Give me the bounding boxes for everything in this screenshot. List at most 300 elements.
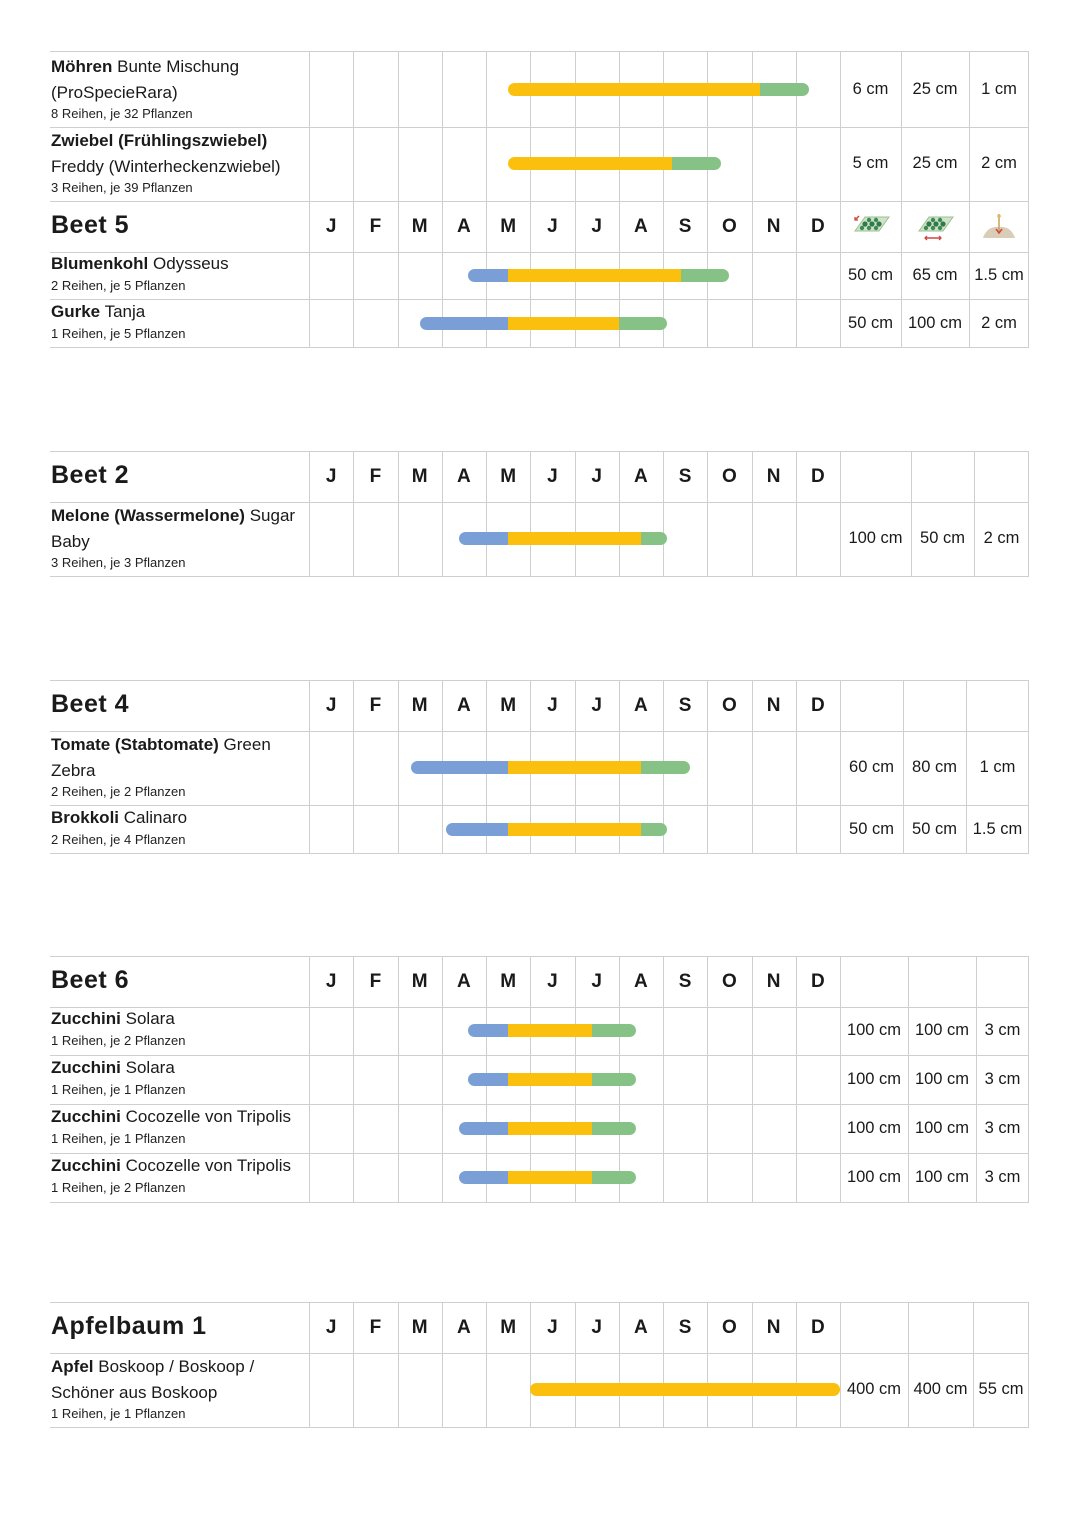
plant-count: 1 Reihen, je 2 Pflanzen: [51, 1033, 186, 1048]
plant-count: 8 Reihen, je 32 Pflanzen: [51, 106, 193, 121]
month-label: O: [721, 971, 737, 992]
month-cell: [398, 1352, 442, 1427]
plant-spacing-value: 100 cm: [914, 1119, 970, 1137]
month-cell: [398, 1055, 442, 1104]
month-label: J: [547, 1317, 558, 1338]
month-cell: [353, 1104, 397, 1153]
plant-variety: Cocozelle von Tripolis: [125, 1156, 291, 1175]
row-spacing-value: 50 cm: [848, 265, 893, 284]
month-cell: [796, 501, 840, 576]
month-cell: [309, 1153, 353, 1202]
month-cell: [663, 805, 707, 853]
value-cell: [908, 1303, 973, 1353]
month-cell: [309, 1055, 353, 1104]
month-cell: [752, 1006, 796, 1055]
plant-row: [50, 730, 1029, 806]
row-spacing-value: 100 cm: [846, 1168, 902, 1186]
month-label: J: [591, 1317, 602, 1338]
month-label: M: [411, 216, 428, 237]
month-label: J: [591, 695, 602, 716]
plant-name: [51, 299, 309, 325]
bed-title: Beet 5: [51, 211, 130, 239]
month-cell: [707, 299, 751, 347]
month-label: D: [811, 695, 825, 716]
growing-segment: [508, 532, 641, 545]
plant-variety: Boskoop / Boskoop /: [98, 1357, 255, 1376]
month-cell: [796, 1153, 840, 1202]
harvest-segment: [592, 1171, 636, 1184]
month-cell: [353, 805, 397, 853]
month-cell: [353, 1153, 397, 1202]
plant-species: Zwiebel (Frühlingszwiebel): [51, 131, 268, 150]
month-cell: [309, 52, 353, 127]
month-cell: [796, 730, 840, 805]
growing-segment: [508, 1171, 592, 1184]
bed-header-row: [50, 201, 1029, 253]
month-label: O: [721, 1317, 737, 1338]
plant-count: 1 Reihen, je 1 Pflanzen: [51, 1131, 186, 1146]
month-label: O: [721, 216, 737, 237]
plant-variety-line2: Schöner aus Boskoop: [51, 1383, 218, 1402]
month-label: N: [766, 971, 781, 992]
plant-row: [50, 1153, 1029, 1203]
plant-count: 2 Reihen, je 2 Pflanzen: [51, 784, 186, 799]
harvest-segment: [672, 157, 721, 170]
month-cell: [663, 1006, 707, 1055]
month-cell: [752, 805, 796, 853]
month-cell: [752, 1153, 796, 1202]
month-label: N: [766, 1317, 781, 1338]
month-cell: [663, 1055, 707, 1104]
month-cell: [353, 251, 397, 299]
plant-variety: Solara: [125, 1058, 175, 1077]
sowing-depth-icon: [969, 202, 1029, 252]
month-label: A: [457, 971, 471, 992]
plant-count: 3 Reihen, je 3 Pflanzen: [51, 555, 186, 570]
sowing-depth-value: 2 cm: [983, 529, 1020, 547]
plant-species: Blumenkohl: [51, 254, 149, 273]
plant-row: [50, 1352, 1029, 1428]
row-spacing-value: 50 cm: [848, 313, 893, 332]
month-label: D: [811, 216, 825, 237]
month-cell: [398, 1153, 442, 1202]
row-spacing-value: 100 cm: [848, 529, 903, 547]
row-spacing-value: 5 cm: [852, 154, 889, 172]
season-bar: [420, 317, 668, 330]
month-cell: [309, 501, 353, 576]
plant-spacing-value: 400 cm: [913, 1380, 968, 1398]
sowing-depth-value: 2 cm: [981, 154, 1017, 172]
month-label: J: [325, 216, 337, 237]
plant-name: [51, 1354, 309, 1406]
month-cell: [707, 1153, 751, 1202]
season-bar: [468, 1073, 636, 1086]
month-cell: [663, 1104, 707, 1153]
harvest-segment: [592, 1073, 636, 1086]
growing-segment: [508, 1122, 592, 1135]
month-cell: [309, 1006, 353, 1055]
month-cell: [707, 501, 751, 576]
month-cell: [752, 501, 796, 576]
month-label: F: [369, 216, 382, 237]
plant-count: 3 Reihen, je 39 Pflanzen: [51, 180, 193, 195]
plant-variety-line2: Freddy (Winterheckenzwiebel): [51, 157, 281, 176]
row-spacing-value: 100 cm: [846, 1070, 902, 1088]
plant-name: [51, 805, 309, 831]
growing-segment: [508, 1073, 592, 1086]
month-label: J: [325, 695, 337, 716]
month-cell: [663, 501, 707, 576]
row-spacing-icon: [840, 202, 901, 252]
month-cell: [309, 730, 353, 805]
value-cell: [903, 681, 966, 731]
growing-segment: [508, 1024, 592, 1037]
month-label: M: [500, 695, 517, 716]
month-cell: [796, 1055, 840, 1104]
month-label: J: [547, 695, 558, 716]
sowing-depth-value: 3 cm: [984, 1021, 1021, 1039]
plant-row: [50, 251, 1029, 300]
value-cell: [840, 1303, 908, 1353]
sowing-depth-value: 1.5 cm: [972, 819, 1023, 838]
month-cell: [353, 1006, 397, 1055]
month-label: A: [457, 1317, 471, 1338]
month-cell: [707, 1055, 751, 1104]
plant-species: Gurke: [51, 302, 101, 321]
month-label: A: [634, 695, 648, 716]
plant-row: [50, 299, 1029, 348]
month-label: D: [811, 1317, 825, 1338]
month-cell: [442, 126, 486, 201]
month-cell: [442, 1352, 486, 1427]
month-label: S: [678, 695, 692, 716]
plant-species: Zucchini: [51, 1107, 121, 1126]
month-label: F: [369, 1317, 382, 1338]
sowing-depth-value: 3 cm: [984, 1070, 1021, 1088]
bed-header-row: [50, 451, 1029, 503]
plant-name: [51, 1104, 309, 1130]
month-label: A: [457, 466, 471, 487]
plant-count: 1 Reihen, je 1 Pflanzen: [51, 1406, 186, 1421]
season-bar: [459, 1171, 636, 1184]
harvest-segment: [592, 1024, 636, 1037]
season-bar: [468, 1024, 636, 1037]
plant-name: [51, 732, 309, 784]
month-cell: [353, 299, 397, 347]
plant-spacing-value: 100 cm: [907, 313, 963, 332]
month-cell: [353, 126, 397, 201]
month-label: A: [634, 216, 648, 237]
season-bar: [459, 1122, 636, 1135]
month-label: A: [634, 466, 648, 487]
plant-row: [50, 1055, 1029, 1105]
month-label: A: [634, 971, 648, 992]
month-cell: [309, 1104, 353, 1153]
harvest-segment: [760, 83, 809, 96]
plant-variety: Cocozelle von Tripolis: [125, 1107, 291, 1126]
harvest-segment: [641, 761, 690, 774]
harvest-segment: [641, 823, 668, 836]
plant-species: Tomate (Stabtomate): [51, 735, 219, 754]
plant-spacing-value: 100 cm: [914, 1070, 970, 1088]
row-spacing-value: 6 cm: [852, 80, 889, 98]
month-cell: [796, 1104, 840, 1153]
month-cell: [796, 251, 840, 299]
sowing-depth-value: 3 cm: [984, 1168, 1021, 1186]
plant-variety: Bunte Mischung: [117, 57, 240, 76]
harvest-segment: [641, 532, 668, 545]
plant-spacing-value: 50 cm: [912, 819, 957, 838]
plant-count: 2 Reihen, je 4 Pflanzen: [51, 832, 186, 847]
plant-name: [51, 128, 309, 180]
plant-variety: Odysseus: [153, 254, 229, 273]
plant-species: Melone (Wassermelone): [51, 506, 245, 525]
month-cell: [398, 1006, 442, 1055]
month-cell: [796, 126, 840, 201]
sowing-depth-value: 2 cm: [981, 313, 1017, 332]
month-cell: [486, 1352, 530, 1427]
month-label: J: [547, 216, 558, 237]
plant-row: [50, 805, 1029, 854]
month-label: N: [766, 695, 781, 716]
month-label: J: [547, 466, 558, 487]
month-cell: [309, 251, 353, 299]
month-label: O: [721, 695, 737, 716]
value-cell: [966, 681, 1029, 731]
sowing-depth-value: 1 cm: [981, 80, 1017, 98]
month-label: S: [678, 971, 692, 992]
preculture-segment: [459, 1171, 508, 1184]
month-label: J: [547, 971, 558, 992]
month-label: J: [591, 971, 602, 992]
month-label: O: [721, 466, 737, 487]
plant-count: 1 Reihen, je 5 Pflanzen: [51, 326, 186, 341]
month-cell: [707, 805, 751, 853]
month-label: A: [457, 216, 471, 237]
month-cell: [663, 1153, 707, 1202]
month-cell: [796, 299, 840, 347]
plant-species: Apfel: [51, 1357, 94, 1376]
month-label: J: [325, 466, 337, 487]
plant-count: 2 Reihen, je 5 Pflanzen: [51, 278, 186, 293]
plant-row: [50, 126, 1029, 202]
sowing-depth-value: 55 cm: [978, 1380, 1024, 1398]
growing-segment: [508, 317, 619, 330]
month-label: F: [369, 971, 382, 992]
value-cell: [976, 957, 1029, 1007]
harvest-segment: [592, 1122, 636, 1135]
plant-spacing-icon: [901, 202, 969, 252]
month-cell: [752, 126, 796, 201]
month-cell: [353, 1352, 397, 1427]
plant-count: 1 Reihen, je 2 Pflanzen: [51, 1180, 186, 1195]
month-label: M: [411, 466, 428, 487]
value-cell: [908, 957, 976, 1007]
sowing-depth-value: 1.5 cm: [974, 265, 1024, 284]
month-label: F: [369, 695, 382, 716]
month-label: J: [325, 971, 337, 992]
month-cell: [398, 1104, 442, 1153]
month-cell: [752, 299, 796, 347]
month-label: M: [411, 971, 428, 992]
month-label: J: [591, 216, 602, 237]
season-bar: [508, 83, 809, 96]
plant-name: [51, 54, 309, 106]
preculture-segment: [468, 269, 508, 282]
month-cell: [398, 126, 442, 201]
month-label: F: [369, 466, 382, 487]
preculture-segment: [459, 1122, 508, 1135]
plant-variety: Calinaro: [123, 808, 188, 827]
month-label: S: [678, 216, 692, 237]
bed-title: Beet 2: [51, 461, 130, 489]
month-cell: [398, 251, 442, 299]
month-cell: [309, 299, 353, 347]
value-cell: [974, 452, 1029, 502]
growing-segment: [508, 761, 641, 774]
month-label: A: [634, 1317, 648, 1338]
month-cell: [752, 1104, 796, 1153]
month-label: N: [766, 216, 781, 237]
month-cell: [309, 1352, 353, 1427]
plant-variety: Solara: [125, 1009, 175, 1028]
month-label: D: [811, 466, 825, 487]
month-cell: [353, 1055, 397, 1104]
plant-row: [50, 1006, 1029, 1056]
row-spacing-value: 50 cm: [849, 819, 894, 838]
row-spacing-value: 100 cm: [846, 1119, 902, 1137]
bed-header-row: [50, 1302, 1029, 1354]
month-label: S: [678, 1317, 692, 1338]
month-cell: [796, 805, 840, 853]
harvest-segment: [619, 317, 668, 330]
plant-species: Zucchini: [51, 1009, 121, 1028]
month-cell: [353, 501, 397, 576]
preculture-segment: [420, 317, 509, 330]
sowing-depth-value: 3 cm: [984, 1119, 1021, 1137]
value-cell: [840, 681, 903, 731]
month-cell: [663, 299, 707, 347]
plant-species: Möhren: [51, 57, 113, 76]
month-label: M: [411, 695, 428, 716]
month-label: J: [591, 466, 602, 487]
plant-species: Zucchini: [51, 1058, 121, 1077]
month-label: A: [457, 695, 471, 716]
growing-segment: [508, 823, 641, 836]
plant-species: Brokkoli: [51, 808, 120, 827]
month-cell: [707, 1104, 751, 1153]
plant-variety: Green: [223, 735, 271, 754]
season-bar: [446, 823, 667, 836]
season-bar: [530, 1383, 840, 1396]
preculture-segment: [459, 532, 508, 545]
bed-header-row: [50, 680, 1029, 732]
month-label: M: [500, 466, 517, 487]
plant-name: [51, 1153, 309, 1179]
plant-spacing-value: 80 cm: [912, 758, 957, 776]
plant-variety-line2: Zebra: [51, 761, 96, 780]
month-cell: [442, 52, 486, 127]
plant-spacing-value: 50 cm: [920, 529, 965, 547]
month-cell: [707, 730, 751, 805]
bed-title: Beet 6: [51, 966, 130, 994]
preculture-segment: [468, 1024, 508, 1037]
row-spacing-value: 100 cm: [846, 1021, 902, 1039]
growing-segment: [530, 1383, 840, 1396]
month-cell: [752, 251, 796, 299]
preculture-segment: [411, 761, 508, 774]
plant-count: 1 Reihen, je 1 Pflanzen: [51, 1082, 186, 1097]
sowing-depth-value: 1 cm: [979, 758, 1016, 776]
value-cell: [973, 1303, 1029, 1353]
season-bar: [468, 269, 729, 282]
month-cell: [353, 52, 397, 127]
bed-header-row: [50, 956, 1029, 1008]
plant-spacing-value: 25 cm: [912, 80, 958, 98]
growing-segment: [508, 157, 672, 170]
harvest-segment: [681, 269, 730, 282]
value-cell: [911, 452, 974, 502]
month-label: M: [500, 971, 517, 992]
month-label: M: [500, 216, 517, 237]
plant-spacing-value: 25 cm: [912, 154, 958, 172]
plant-name: [51, 1006, 309, 1032]
growing-segment: [508, 83, 760, 96]
month-label: M: [411, 1317, 428, 1338]
month-cell: [309, 805, 353, 853]
month-label: N: [766, 466, 781, 487]
month-label: M: [500, 1317, 517, 1338]
month-label: S: [678, 466, 692, 487]
month-label: D: [811, 971, 825, 992]
month-cell: [796, 1006, 840, 1055]
preculture-segment: [468, 1073, 508, 1086]
row-spacing-value: 400 cm: [846, 1380, 902, 1398]
plant-row: [50, 501, 1029, 577]
plant-row: [50, 51, 1029, 128]
row-spacing-value: 60 cm: [849, 758, 894, 776]
month-cell: [752, 1055, 796, 1104]
growing-segment: [508, 269, 681, 282]
plant-name: [51, 503, 309, 555]
value-cell: [840, 452, 911, 502]
plant-variety-line2: (ProSpecieRara): [51, 83, 178, 102]
month-cell: [707, 1006, 751, 1055]
bed-title: Beet 4: [51, 690, 130, 718]
month-label: J: [325, 1317, 337, 1338]
preculture-segment: [446, 823, 508, 836]
plant-variety: Sugar: [249, 506, 296, 525]
season-bar: [411, 761, 690, 774]
plant-variety-line2: Baby: [51, 532, 90, 551]
plant-variety: Tanja: [104, 302, 146, 321]
month-cell: [752, 730, 796, 805]
plant-spacing-value: 65 cm: [912, 265, 958, 284]
month-cell: [398, 52, 442, 127]
plant-name: [51, 1055, 309, 1081]
plant-spacing-value: 100 cm: [914, 1168, 970, 1186]
season-bar: [508, 157, 720, 170]
plant-spacing-value: 100 cm: [914, 1021, 970, 1039]
month-cell: [398, 501, 442, 576]
plant-row: [50, 1104, 1029, 1154]
plant-name: [51, 251, 309, 277]
month-cell: [398, 805, 442, 853]
season-bar: [459, 532, 667, 545]
value-cell: [840, 957, 908, 1007]
bed-title: Apfelbaum 1: [51, 1312, 207, 1340]
plant-species: Zucchini: [51, 1156, 121, 1175]
